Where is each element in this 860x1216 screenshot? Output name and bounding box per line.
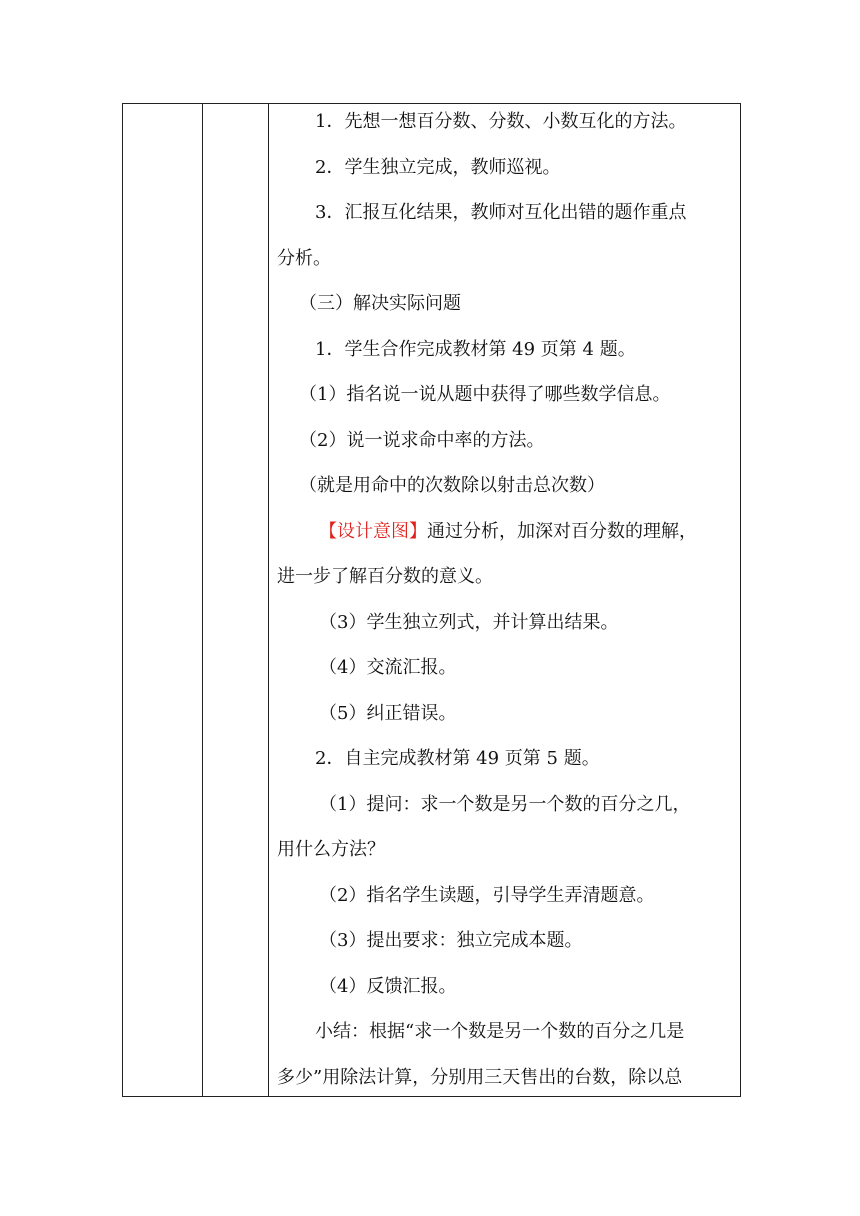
column-divider — [202, 104, 203, 1096]
section-heading: （三）解决实际问题 — [299, 293, 461, 314]
text-line: （1）指名说一说从题中获得了哪些数学信息。 — [299, 384, 671, 405]
text-line: （就是用命中的次数除以射击总次数） — [299, 475, 605, 496]
design-intent-tag: 【设计意图】 — [319, 520, 427, 542]
text-line: （1）提问：求一个数是另一个数的百分之几， — [319, 793, 691, 815]
text-line: （3）学生独立列式，并计算出结果。 — [319, 611, 619, 633]
text-line: （5）纠正错误。 — [319, 702, 457, 724]
text-line: 1．学生合作完成教材第 49 页第 4 题。 — [315, 338, 636, 360]
text-line: 多少”用除法计算，分别用三天售出的台数，除以总 — [277, 1066, 683, 1088]
text-line: 小结：根据“求一个数是另一个数的百分之几是 — [315, 1021, 685, 1042]
text-line: （2）说一说求命中率的方法。 — [299, 429, 545, 451]
text-line: 2．学生独立完成，教师巡视。 — [315, 156, 561, 178]
text-line: 通过分析，加深对百分数的理解， — [427, 520, 697, 542]
text-line: 用什么方法？ — [277, 839, 385, 860]
text-line: 分析。 — [277, 247, 331, 269]
text-line: 3．汇报互化结果，教师对互化出错的题作重点 — [315, 202, 687, 223]
text-line: （4）交流汇报。 — [319, 657, 457, 678]
text-line: 2．自主完成教材第 49 页第 5 题。 — [315, 748, 600, 769]
column-divider — [268, 104, 269, 1096]
lesson-content-cell — [277, 111, 737, 1112]
design-intent-line — [277, 521, 737, 543]
text-line: 进一步了解百分数的意义。 — [277, 566, 493, 587]
lesson-table — [122, 103, 741, 1097]
text-line: （4）反馈汇报。 — [319, 975, 457, 997]
text-line: （3）提出要求：独立完成本题。 — [319, 930, 583, 951]
text-line: 1．先想一想百分数、分数、小数互化的方法。 — [315, 111, 687, 132]
text-line: （2）指名学生读题，引导学生弄清题意。 — [319, 884, 655, 906]
